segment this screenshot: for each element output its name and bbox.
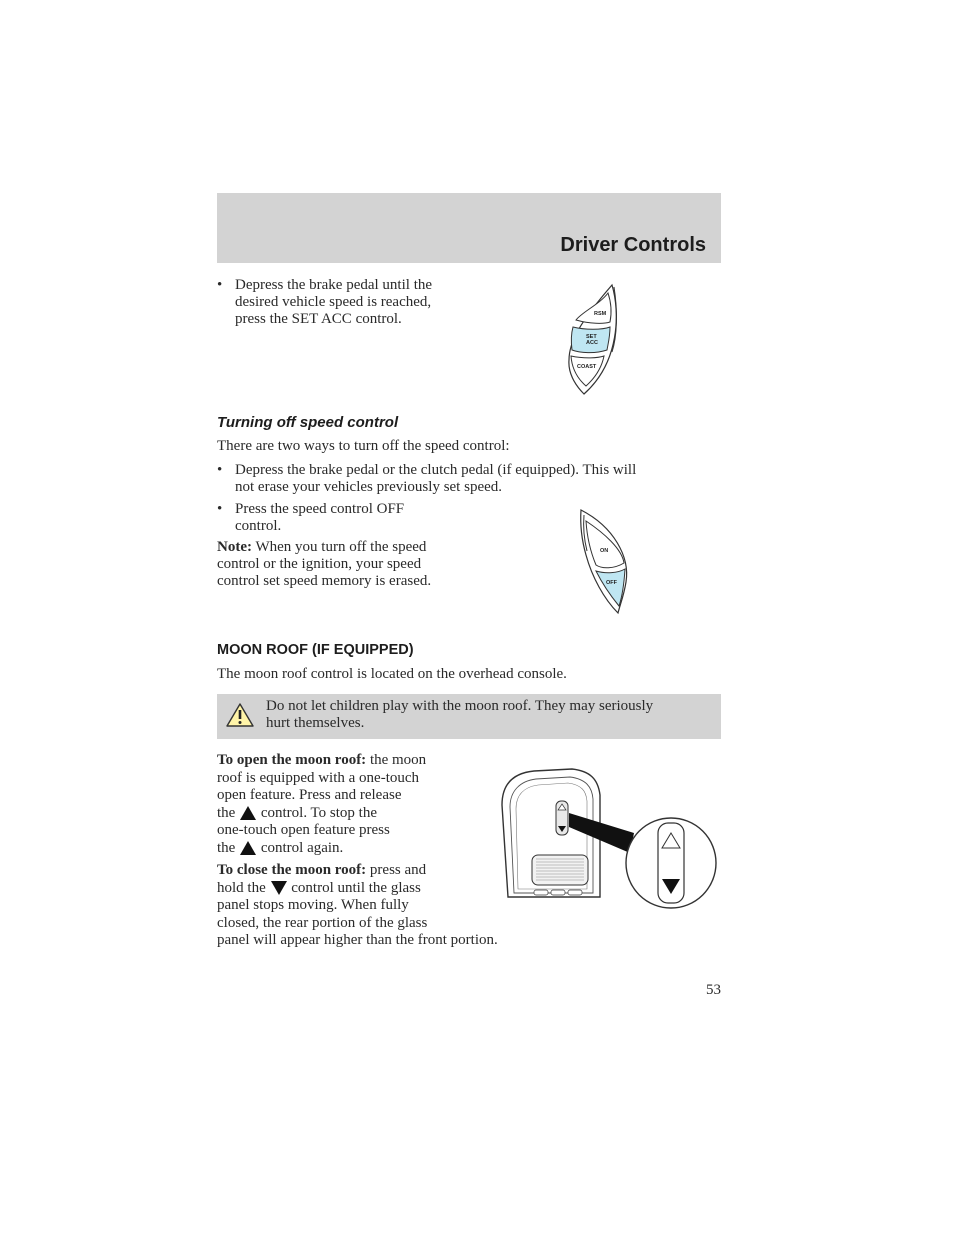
speed-control-set-acc-diagram bbox=[560, 282, 630, 398]
text-line: control until the glass bbox=[291, 879, 421, 896]
rsm-label: RSM bbox=[594, 311, 607, 317]
text-line: desired vehicle speed is reached, bbox=[235, 294, 432, 310]
text-line: one-touch open feature press bbox=[217, 822, 390, 838]
text-line: panel stops moving. When fully bbox=[217, 897, 409, 913]
text-line: control. To stop the bbox=[260, 804, 377, 821]
text-line: open feature. Press and release bbox=[217, 787, 402, 803]
warning-text bbox=[266, 698, 716, 732]
text-line: press and bbox=[366, 862, 427, 878]
text-line: control or the ignition, your speed bbox=[217, 556, 422, 572]
bullet-dot: • bbox=[217, 501, 223, 517]
close-label: To close the moon roof: bbox=[217, 862, 367, 878]
text-line: roof is equipped with a one-touch bbox=[217, 769, 420, 786]
note-label: Note: bbox=[217, 539, 252, 555]
section-heading-turn-off: Turning off speed control bbox=[217, 414, 399, 431]
section-heading-moon-roof: MOON ROOF (IF EQUIPPED) bbox=[217, 642, 414, 658]
text-line: Do not let children play with the moon roof. They may seriously bbox=[266, 698, 654, 714]
text-line: Press the speed control OFF bbox=[235, 501, 405, 517]
rsm-button bbox=[576, 293, 611, 323]
up-arrow-icon bbox=[239, 805, 257, 821]
up-arrow-icon bbox=[239, 840, 257, 856]
page-title: Driver Controls bbox=[560, 234, 706, 256]
open-moon-roof-paragraph bbox=[217, 752, 487, 857]
text-line: panel will appear higher than the front portion. bbox=[217, 932, 498, 948]
page-number: 53 bbox=[706, 982, 721, 998]
text-line: the moon bbox=[366, 752, 427, 768]
set-acc-bullet bbox=[235, 277, 495, 328]
text-line: control again. bbox=[260, 839, 344, 856]
off-label: OFF bbox=[606, 580, 617, 586]
text-line: Depress the brake pedal until the bbox=[235, 277, 433, 293]
acc-label: ACC bbox=[586, 340, 598, 346]
warning-icon bbox=[225, 702, 255, 728]
text-word: the bbox=[217, 839, 236, 856]
speed-control-on-off-diagram bbox=[574, 507, 634, 617]
text-line: control set speed memory is erased. bbox=[217, 573, 432, 589]
text-line: hurt themselves. bbox=[266, 715, 365, 731]
console-grille bbox=[532, 855, 588, 885]
bullet-dot: • bbox=[217, 462, 223, 478]
text-line: control. bbox=[235, 518, 282, 534]
overhead-console-diagram bbox=[494, 765, 720, 913]
down-arrow-icon bbox=[270, 880, 288, 896]
set-label: SET bbox=[586, 334, 597, 340]
text-line: not erase your vehicles previously set speed. bbox=[235, 479, 503, 495]
text-line: closed, the rear portion of the glass bbox=[217, 914, 428, 931]
warning-box bbox=[217, 694, 721, 739]
note-paragraph bbox=[217, 539, 487, 590]
turn-off-bullet-2 bbox=[235, 501, 475, 535]
on-label: ON bbox=[600, 548, 609, 554]
text-line: When you turn off the speed bbox=[251, 539, 427, 555]
bullet-dot: • bbox=[217, 277, 223, 293]
header-band bbox=[217, 193, 721, 263]
turn-off-bullet-1 bbox=[235, 462, 721, 496]
open-label: To open the moon roof: bbox=[217, 752, 367, 768]
text-line: press the SET ACC control. bbox=[235, 311, 402, 327]
moon-roof-intro: The moon roof control is located on the overhead console. bbox=[217, 666, 567, 682]
turn-off-intro: There are two ways to turn off the speed control: bbox=[217, 438, 510, 454]
text-line: hold the bbox=[217, 879, 266, 896]
coast-label: COAST bbox=[577, 364, 597, 370]
text-word: the bbox=[217, 804, 236, 821]
text-line: Depress the brake pedal or the clutch pedal (if equipped). This will bbox=[235, 462, 637, 478]
